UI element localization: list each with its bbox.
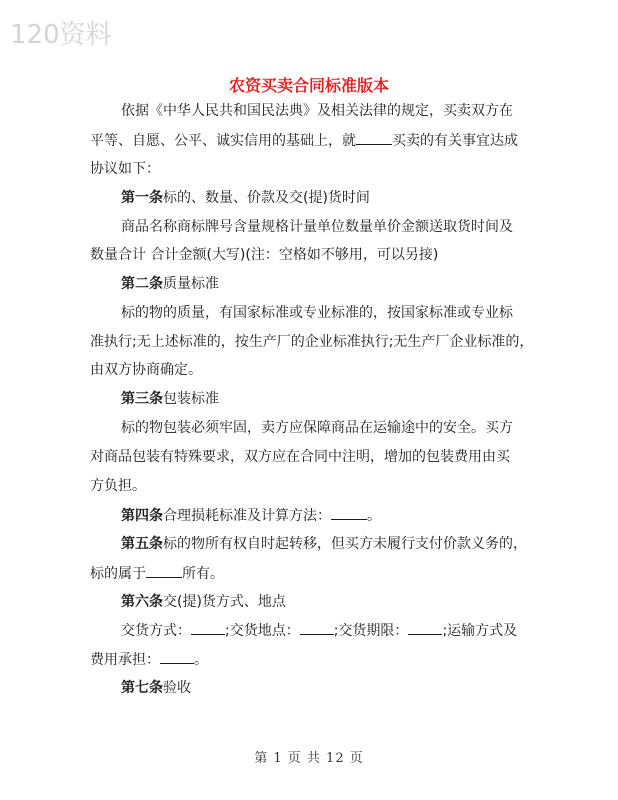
article-1-line-1: 商品名称商标牌号含量规格计量单位数量单价金额送取货时间及 (121, 219, 513, 235)
article-2-line-2: 准执行;无上述标准的，按生产厂的企业标准执行;无生产厂企业标准的， (90, 334, 534, 350)
article-6-title: 交(提)货方式、地点 (163, 594, 286, 610)
delivery-method-label: 交货方式： (121, 623, 191, 639)
article-4-number: 第四条 (121, 508, 163, 524)
article-6-end: 。 (194, 652, 208, 668)
blank-field-delivery-deadline (408, 620, 442, 635)
blank-field-goods (356, 130, 392, 145)
intro-line-2b: 买卖的有关事宜达成 (392, 133, 518, 149)
blank-field-cost-bearing (160, 649, 194, 664)
intro-line-1: 依据《中华人民共和国民法典》及相关法律的规定，买卖双方在 (121, 103, 513, 119)
transport-label: ;运输方式及 (442, 623, 518, 639)
article-1-line-2: 数量合计 合计金额(大写)(注：空格如不够用，可以另接) (90, 247, 439, 263)
delivery-place-label: ;交货地点： (225, 623, 300, 639)
article-6-line-2 (90, 649, 208, 670)
article-2-line-3: 由双方协商确定。 (90, 362, 202, 378)
article-2-number: 第二条 (121, 276, 163, 292)
article-3-line-3: 方负担。 (90, 478, 146, 494)
article-4-title: 合理损耗标准及计算方法： (163, 508, 331, 524)
article-1-heading (121, 188, 370, 208)
article-2-heading (121, 274, 219, 294)
article-2-line-1: 标的物的质量，有国家标准或专业标准的，按国家标准或专业标 (121, 305, 513, 321)
cost-bearing-label: 费用承担： (90, 652, 160, 668)
article-4-end: 。 (367, 508, 381, 524)
article-6-line-1 (121, 620, 517, 641)
article-1-title: 标的、数量、价款及交(提)货时间 (163, 190, 370, 206)
article-7-title: 验收 (163, 680, 191, 696)
article-3-number: 第三条 (121, 391, 163, 407)
intro-line-2 (90, 130, 518, 151)
blank-field-delivery-method (191, 620, 225, 635)
article-7-heading (121, 678, 191, 698)
article-7-number: 第七条 (121, 680, 163, 696)
article-5-number: 第五条 (121, 536, 163, 552)
article-5-heading (121, 534, 527, 554)
article-5-line-2b: 所有。 (182, 566, 224, 582)
article-5-title: 标的物所有权自时起转移，但买方未履行支付价款义务的， (163, 536, 527, 552)
article-4-heading (121, 505, 381, 526)
page-footer: 第 1 页 共 12 页 (254, 751, 364, 766)
article-3-line-2: 对商品包装有特殊要求，双方应在合同中注明，增加的包装费用由买 (90, 449, 510, 465)
article-1-number: 第一条 (121, 190, 163, 206)
article-6-number: 第六条 (121, 594, 163, 610)
article-5-line-2a: 标的属于 (90, 566, 146, 582)
document-title: 农资买卖合同标准版本 (228, 76, 389, 95)
blank-field-owner (146, 563, 182, 578)
article-3-title: 包装标准 (163, 391, 219, 407)
intro-line-2a: 平等、自愿、公平、诚实信用的基础上，就 (90, 133, 356, 149)
article-3-line-1: 标的物包装必须牢固，卖方应保障商品在运输途中的安全。买方 (121, 420, 513, 436)
delivery-deadline-label: ;交货期限： (333, 623, 409, 639)
article-6-heading (121, 592, 286, 612)
intro-line-3: 协议如下： (90, 161, 160, 177)
blank-field-delivery-place (300, 620, 334, 635)
article-5-line-2 (90, 563, 224, 584)
watermark: 120资料 (10, 20, 112, 50)
article-2-title: 质量标准 (163, 276, 219, 292)
article-3-heading (121, 389, 219, 409)
blank-field-loss (331, 505, 367, 520)
